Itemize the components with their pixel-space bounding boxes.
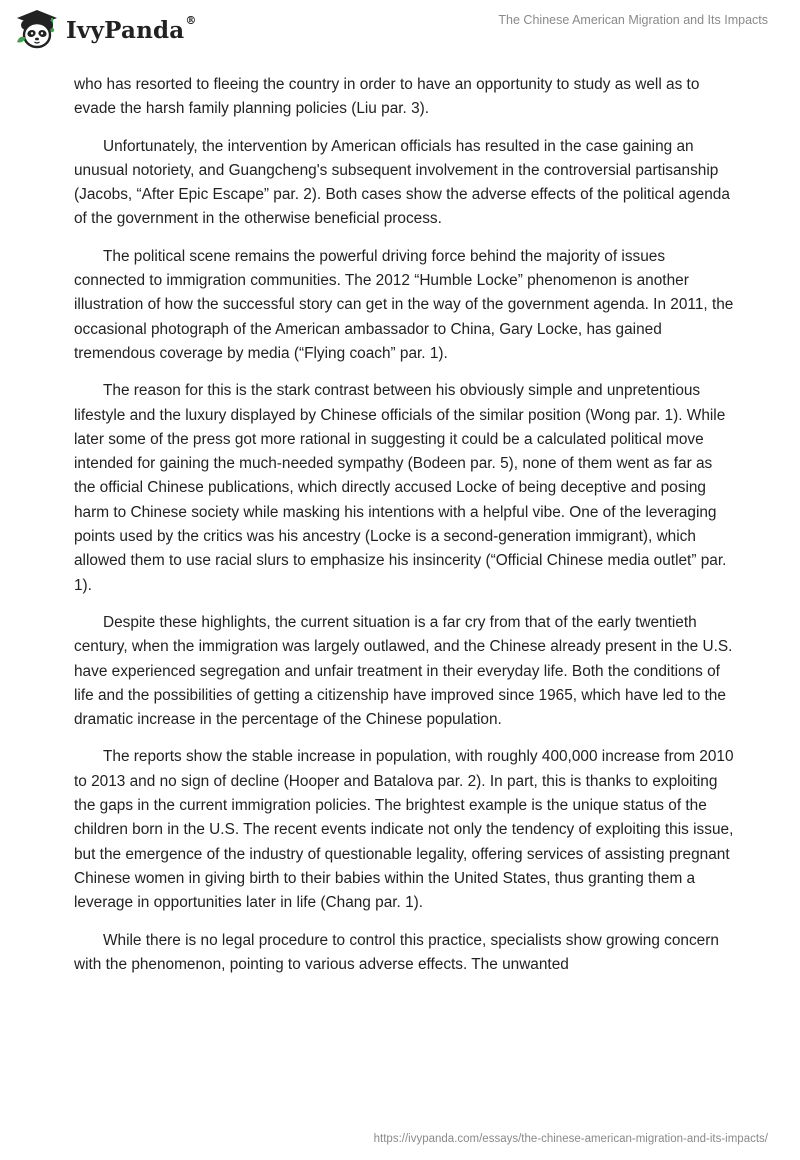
paragraph: The reports show the stable increase in population, with roughly 400,000 increase from 2010 to 2013 and no sign of decline (Hooper and Batalova par. 2). In part, this is thanks to exploiting the gaps in the current immigration policies. The brightest example is the unique status of the children born in the U.S. The recent events indicate not only the tendency of exploiting this issue, but the emergence of the industry of questionable legality, offering services of assisting pregnant Chinese women in giving birth to their babies within the United States, thus granting them a leverage in opportunities later in life (Chang par. 1). [74, 748, 734, 912]
paragraph: The reason for this is the stark contrast between his obviously simple and unpretentious lifestyle and the luxury displayed by Chinese officials of the similar position (Wong par. 1). While later some of the press got more rational in suggesting it could be a calculated political move intended for gaining the much-needed sympathy (Bodeen par. 5), none of them went as far as the official Chinese publications, which directly accused Locke of being deceptive and posing harm to Chinese society while masking his intentions with a helpful vibe. One of the leveraging points used by the critics was his ancestry (Locke is a second-generation immigrant), which allowed them to use racial slurs to emphasize his insincerity (“Official Chinese media outlet” par. 1). [74, 382, 727, 594]
paragraph: While there is no legal procedure to control this practice, specialists show growing concern with the phenomenon, pointing to various adverse effects. The unwanted [74, 931, 719, 973]
ivypanda-logo[interactable] [14, 8, 197, 50]
page-header [0, 0, 800, 60]
registered-mark: ® [185, 13, 197, 27]
brand-name [66, 13, 197, 44]
footer-source-link[interactable]: https://ivypanda.com/essays/the-chinese-american-migration-and-its-impacts/ [373, 1133, 768, 1145]
paragraph-continued: who has resorted to fleeing the country in order to have an opportunity to study as well as to evade the harsh family planning policies (Liu par. 3). [74, 76, 700, 118]
brand-text: IvyPanda [66, 16, 185, 44]
paragraph: Despite these highlights, the current situation is a far cry from that of the early twentieth century, when the immigration was largely outlawed, and the Chinese already present in the U.S. have experienced segregation and unfair treatment in their everyday life. Both the conditions of life and the possibilities of getting a citizenship have improved since 1965, which have led to the dramatic increase in the percentage of the Chinese population. [74, 613, 733, 729]
panda-graduation-cap-icon [14, 8, 60, 50]
paragraph: The political scene remains the powerful driving force behind the majority of issues connected to immigration communities. The 2012 “Humble Locke” phenomenon is another illustration of how the successful story can get in the way of the government agenda. In 2011, the occasional photograph of the American ambassador to China, Gary Locke, has gained tremendous coverage by media (“Flying coach” par. 1). [74, 247, 734, 362]
essay-body [74, 73, 734, 990]
document-title: The Chinese American Migration and Its Impacts [498, 13, 768, 27]
paragraph: Unfortunately, the intervention by American officials has resulted in the case gaining an unusual notoriety, and Guangcheng's subsequent involvement in the controversial partisanship (Jacobs, “After Epic Escape” par. 2). Both cases show the adverse effects of the political agenda of the government in the otherwise beneficial process. [74, 137, 730, 228]
